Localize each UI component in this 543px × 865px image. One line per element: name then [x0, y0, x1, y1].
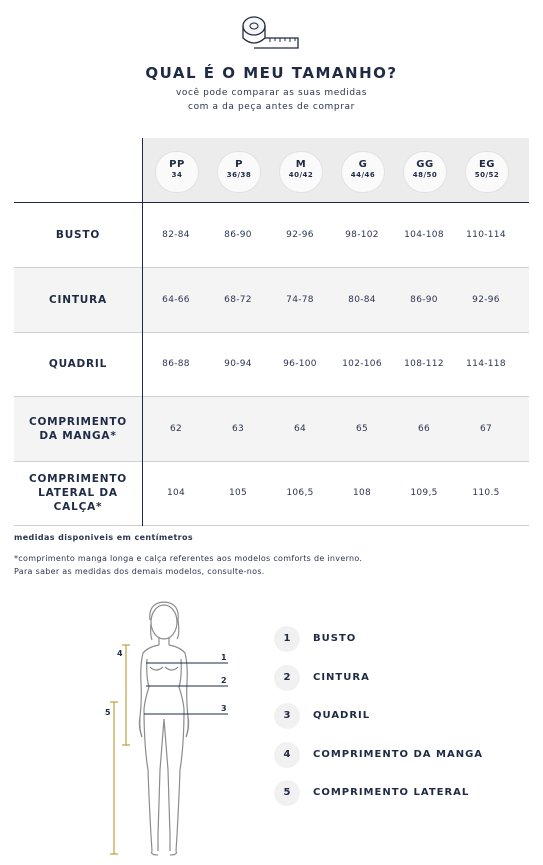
table-cell: 102-106 [342, 359, 382, 370]
page-subtitle [0, 86, 543, 114]
footnote-line: *comprimento manga longa e calça referentes aos modelos comforts de inverno. [14, 554, 363, 563]
size-label: G [358, 159, 368, 170]
legend-number: 5 [274, 780, 300, 806]
size-header-eg [465, 151, 509, 193]
table-cell: 67 [479, 423, 493, 434]
table-cell: 110-114 [466, 230, 506, 240]
table-cell: 65 [355, 423, 369, 434]
column-divider [142, 138, 143, 526]
footnote-line: Para saber as medidas dos demais modelos, consulte-nos. [14, 567, 265, 576]
marker-3: 3 [221, 704, 227, 713]
row-label: COMPRIMENTO LATERAL DA CALÇA* [28, 473, 128, 514]
marker-5: 5 [105, 708, 111, 717]
size-header-gg [403, 151, 447, 193]
table-cell: 82-84 [162, 230, 190, 240]
body-silhouette-icon [100, 595, 240, 857]
size-number: 34 [171, 171, 183, 179]
size-number: 40/42 [288, 171, 314, 179]
legend-number: 4 [274, 742, 300, 768]
legend-number: 3 [274, 703, 300, 729]
row-label: CINTURA [49, 293, 107, 306]
measuring-tape-icon [240, 14, 304, 50]
marker-4: 4 [117, 649, 123, 658]
legend-label: QUADRIL [313, 710, 371, 721]
size-label: PP [169, 159, 185, 170]
table-cell: 66 [417, 423, 431, 434]
table-cell: 114-118 [466, 359, 506, 370]
legend-item [274, 703, 534, 729]
size-label: M [295, 159, 307, 170]
row-label: COMPRIMENTO DA MANGA* [28, 415, 128, 442]
size-number: 50/52 [474, 171, 500, 179]
table-cell: 92-96 [472, 294, 500, 305]
table-cell: 96-100 [283, 359, 317, 370]
legend-label: COMPRIMENTO LATERAL [313, 787, 470, 798]
table-row [14, 268, 529, 333]
size-header-p [217, 151, 261, 193]
legend-label: BUSTO [313, 633, 357, 644]
legend-number: 1 [274, 626, 300, 652]
subtitle-line: com a da peça antes de comprar [188, 102, 355, 112]
size-header-m [279, 151, 323, 193]
size-header-pp [155, 151, 199, 193]
table-cell: 64 [293, 423, 307, 434]
table-cell: 62 [169, 423, 183, 434]
header-divider [14, 202, 529, 203]
row-label: QUADRIL [48, 358, 108, 371]
table-cell: 80-84 [348, 294, 376, 305]
table-cell: 68-72 [224, 294, 252, 305]
legend-label: CINTURA [313, 671, 370, 683]
size-number: 48/50 [412, 171, 438, 179]
header [0, 0, 543, 130]
marker-2: 2 [221, 676, 227, 685]
table-cell: 104 [166, 488, 186, 499]
table-row [14, 203, 529, 268]
table-cell: 90-94 [224, 359, 252, 370]
table-row [14, 332, 529, 397]
legend-number: 2 [274, 665, 300, 691]
table-cell: 109,5 [410, 488, 438, 499]
size-label: P [235, 159, 243, 170]
units-note: medidas disponiveis em centímetros [14, 533, 194, 542]
legend-item [274, 626, 534, 652]
table-cell: 86-88 [162, 359, 190, 370]
table-cell: 106,5 [286, 488, 314, 499]
table-cell: 64-66 [162, 294, 190, 305]
row-label: BUSTO [55, 229, 101, 241]
table-cell: 86-90 [224, 230, 252, 240]
table-cell: 86-90 [410, 294, 438, 305]
size-number: 44/46 [350, 171, 376, 179]
table-cell: 108 [352, 488, 372, 499]
table-row [14, 461, 529, 526]
legend-item [274, 780, 534, 806]
size-header-g [341, 151, 385, 193]
marker-1: 1 [221, 653, 227, 662]
size-table [14, 138, 529, 526]
table-cell: 110.5 [472, 488, 500, 499]
subtitle-line: você pode comparar as suas medidas [175, 88, 368, 98]
legend-item [274, 665, 534, 691]
table-cell: 63 [231, 423, 245, 434]
table-cell: 104-108 [404, 230, 444, 240]
size-number: 36/38 [226, 171, 252, 179]
table-cell: 105 [228, 488, 248, 499]
legend-item [274, 742, 534, 768]
table-cell: 98-102 [345, 230, 379, 240]
table-cell: 108-112 [404, 359, 444, 370]
table-row [14, 397, 529, 462]
page-title: QUAL É O MEU TAMANHO? [145, 64, 398, 82]
legend-label: COMPRIMENTO DA MANGA [313, 748, 484, 760]
size-label: GG [416, 159, 434, 170]
table-cell: 74-78 [286, 294, 314, 305]
size-label: EG [478, 159, 496, 170]
table-cell: 92-96 [286, 230, 314, 240]
footnote [14, 552, 362, 578]
